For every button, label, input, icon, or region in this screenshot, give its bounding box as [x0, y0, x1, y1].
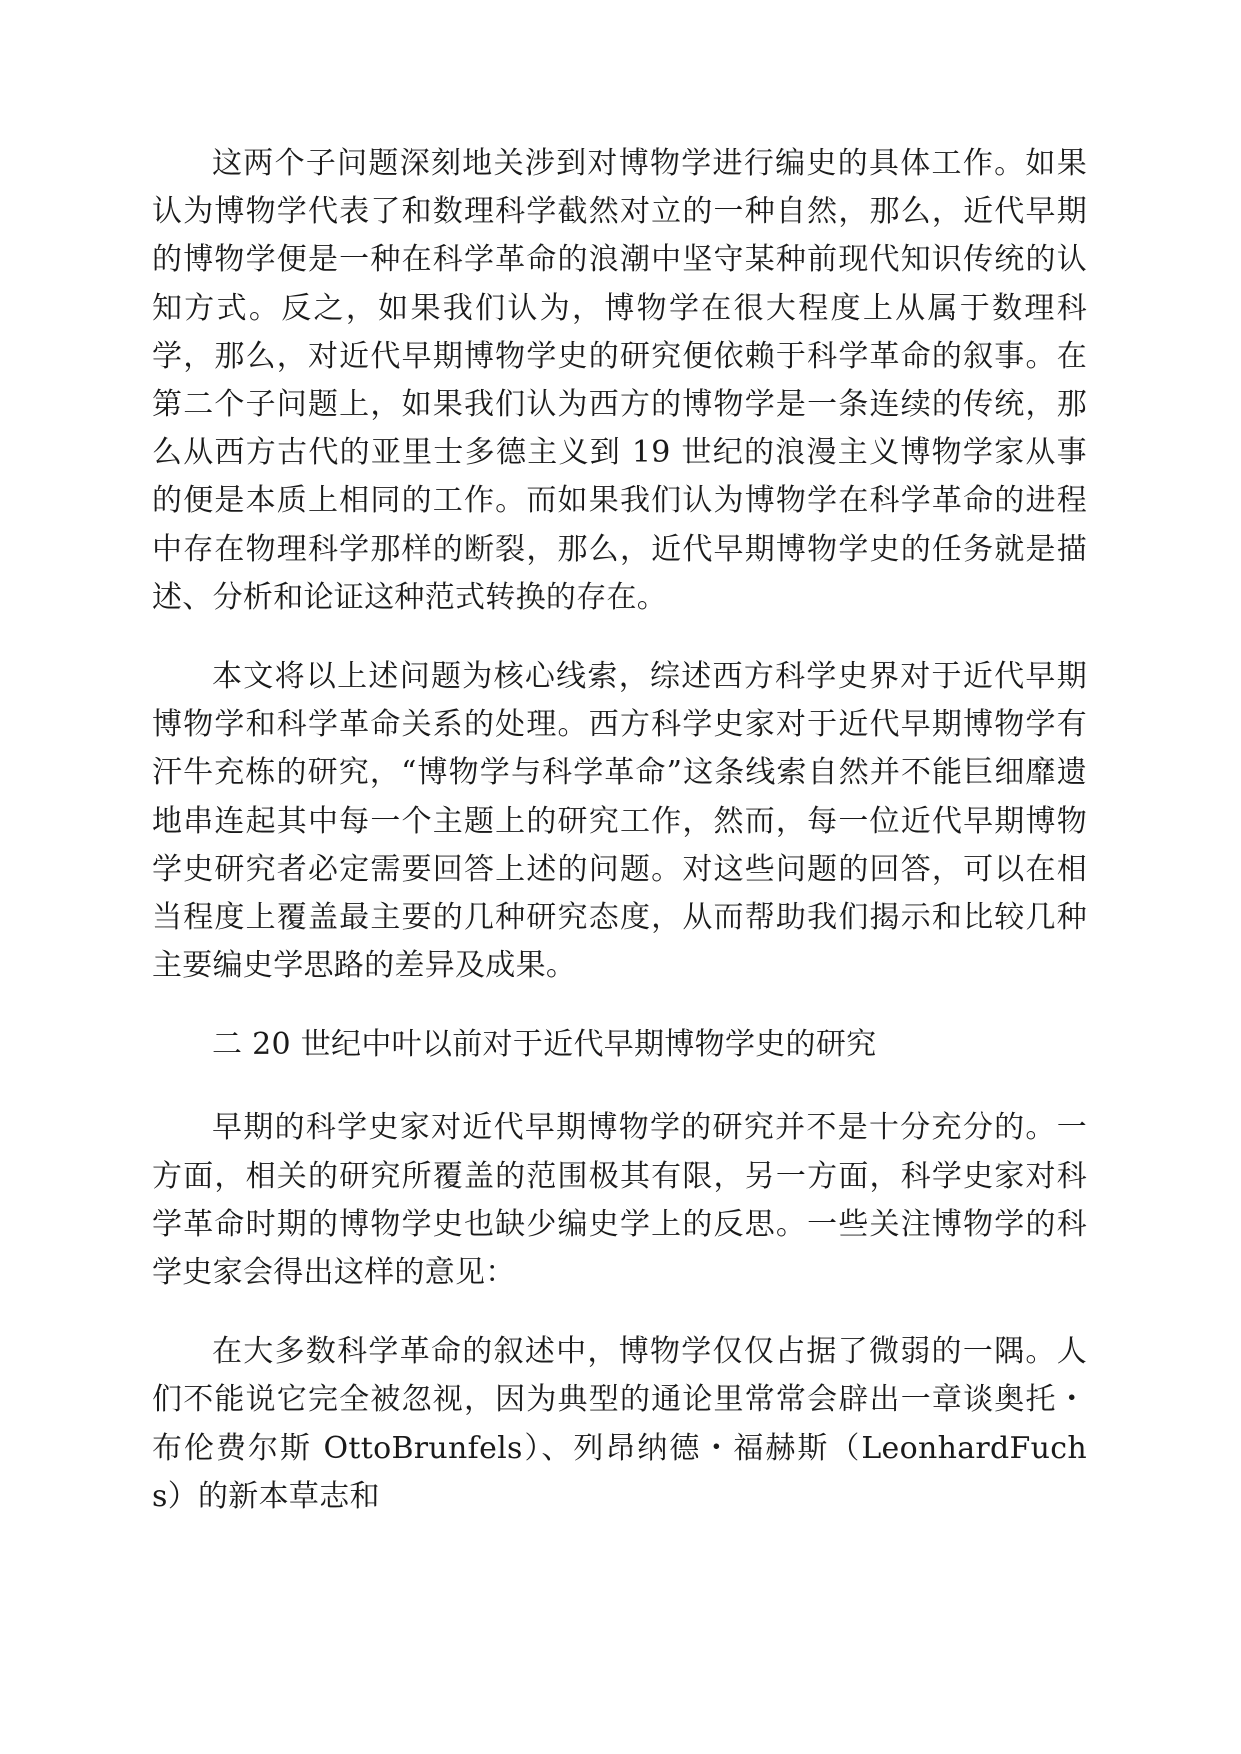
- section-heading: 二 20 世纪中叶以前对于近代早期博物学史的研究: [212, 1027, 877, 1063]
- paragraph-4: 在大多数科学革命的叙述中，博物学仅仅占据了微弱的一隅。人们不能说它完全被忽视，因为典型的通论里常常会辟出一章谈奥托・布伦费尔斯 OttoBrunfels）、列昂纳德・福赫斯（LeonhardFuchs）的新本草志和: [152, 1334, 1087, 1514]
- paragraph-2: 本文将以上述问题为核心线索，综述西方科学史界对于近代早期博物学和科学革命关系的处理。西方科学史家对于近代早期博物学有汗牛充栋的研究，“博物学与科学革命”这条线索自然并不能巨细靡遗地串连起其中每一个主题上的研究工作，然而，每一位近代早期博物学史研究者必定需要回答上述的问题。对这些问题的回答，可以在相当程度上覆盖最主要的几种研究态度，从而帮助我们揭示和比较几种主要编史学思路的差异及成果。: [152, 659, 1087, 984]
- document-page: [152, 140, 1087, 1552]
- paragraph-3: 早期的科学史家对近代早期博物学的研究并不是十分充分的。一方面，相关的研究所覆盖的范围极其有限，另一方面，科学史家对科学革命时期的博物学史也缺少编史学上的反思。一些关注博物学的科学史家会得出这样的意见：: [152, 1110, 1087, 1291]
- paragraph-1: 这两个子问题深刻地关涉到对博物学进行编史的具体工作。如果认为博物学代表了和数理科学截然对立的一种自然，那么，近代早期的博物学便是一种在科学革命的浪潮中坚守某种前现代知识传统的认知方式。反之，如果我们认为，博物学在很大程度上从属于数理科学，那么，对近代早期博物学史的研究便依赖于科学革命的叙事。在第二个子问题上，如果我们认为西方的博物学是一条连续的传统，那么从西方古代的亚里士多德主义到 19 世纪的浪漫主义博物学家从事的便是本质上相同的工作。而如果我们认为博物学在科学革命的进程中存在物理科学那样的断裂，那么，近代早期博物学史的任务就是描述、分析和论证这种范式转换的存在。: [152, 146, 1087, 615]
